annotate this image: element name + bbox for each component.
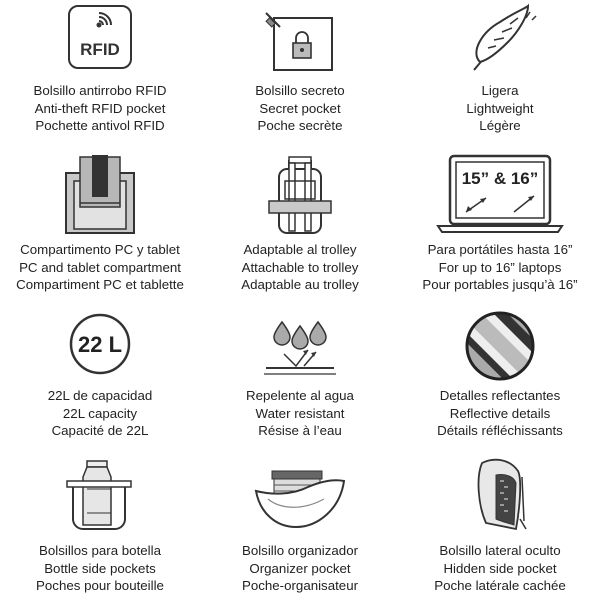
caption-rfid xyxy=(0,82,200,135)
secret-pocket-icon xyxy=(262,10,338,76)
caption-es: Para portátiles hasta 16” xyxy=(427,242,573,257)
caption-fr: Capacité de 22L xyxy=(51,423,149,438)
caption-fr: Pochette antivol RFID xyxy=(35,118,165,133)
caption-laptop xyxy=(400,241,600,294)
caption-fr: Adaptable au trolley xyxy=(241,277,359,292)
caption-fr: Légère xyxy=(479,118,521,133)
caption-es: Bolsillo lateral oculto xyxy=(439,543,561,558)
caption-en: For up to 16” laptops xyxy=(438,259,562,275)
rfid-badge: RFID xyxy=(80,40,120,59)
caption-organizer xyxy=(200,542,400,595)
caption-fr: Détails réfléchissants xyxy=(437,423,563,438)
caption-es: Adaptable al trolley xyxy=(243,242,357,257)
capacity-icon xyxy=(68,312,132,376)
caption-es: Bolsillo antirrobo RFID xyxy=(33,83,167,98)
caption-es: Bolsillos para botella xyxy=(39,543,161,558)
caption-fr: Pour portables jusqu’à 16” xyxy=(422,277,578,292)
caption-capacity xyxy=(0,387,200,440)
caption-en: Reflective details xyxy=(449,405,551,421)
capacity-badge: 22 L xyxy=(77,332,123,357)
hidden-pocket-icon xyxy=(460,457,540,535)
caption-es: 22L de capacidad xyxy=(47,388,153,403)
feather-icon xyxy=(460,2,540,74)
caption-es: Compartimento PC y tablet xyxy=(20,242,180,257)
caption-fr: Poche latérale cachée xyxy=(434,578,566,593)
rfid-card-icon xyxy=(65,3,135,73)
caption-light xyxy=(400,82,600,135)
caption-en: Bottle side pockets xyxy=(44,560,156,576)
caption-es: Ligera xyxy=(481,83,519,98)
caption-fr: Compartiment PC et tablette xyxy=(16,277,184,292)
caption-en: Attachable to trolley xyxy=(241,259,359,275)
laptop-size-badge: 15” & 16” xyxy=(461,169,539,188)
pc-compartment-icon xyxy=(60,155,140,235)
caption-en: Anti-theft RFID pocket xyxy=(34,100,166,116)
caption-es: Bolsillo organizador xyxy=(241,543,359,558)
caption-en: 22L capacity xyxy=(62,405,138,421)
caption-trolley xyxy=(200,241,400,294)
caption-es: Detalles reflectantes xyxy=(439,388,561,403)
caption-fr: Poche-organisateur xyxy=(241,578,359,593)
bottle-pocket-icon xyxy=(65,459,135,531)
caption-fr: Poche secrète xyxy=(257,118,343,133)
caption-fr: Poches pour bouteille xyxy=(36,578,164,593)
caption-es: Repelente al agua xyxy=(246,388,354,403)
laptop-icon xyxy=(436,154,564,234)
caption-pc xyxy=(0,241,200,294)
caption-water xyxy=(200,387,400,440)
caption-bottle xyxy=(0,542,200,595)
caption-secret xyxy=(200,82,400,135)
caption-en: Organizer pocket xyxy=(249,560,351,576)
caption-en: Secret pocket xyxy=(259,100,341,116)
trolley-icon xyxy=(265,155,335,237)
caption-reflective xyxy=(400,387,600,440)
caption-en: Lightweight xyxy=(466,100,534,116)
caption-fr: Résise à l’eau xyxy=(258,423,342,438)
water-drops-icon xyxy=(260,320,340,380)
reflective-icon xyxy=(464,310,536,382)
caption-hidden xyxy=(400,542,600,595)
caption-en: Hidden side pocket xyxy=(443,560,557,576)
caption-en: PC and tablet compartment xyxy=(19,259,181,275)
organizer-pocket-icon xyxy=(252,465,348,531)
caption-en: Water resistant xyxy=(255,405,345,421)
caption-es: Bolsillo secreto xyxy=(255,83,345,98)
